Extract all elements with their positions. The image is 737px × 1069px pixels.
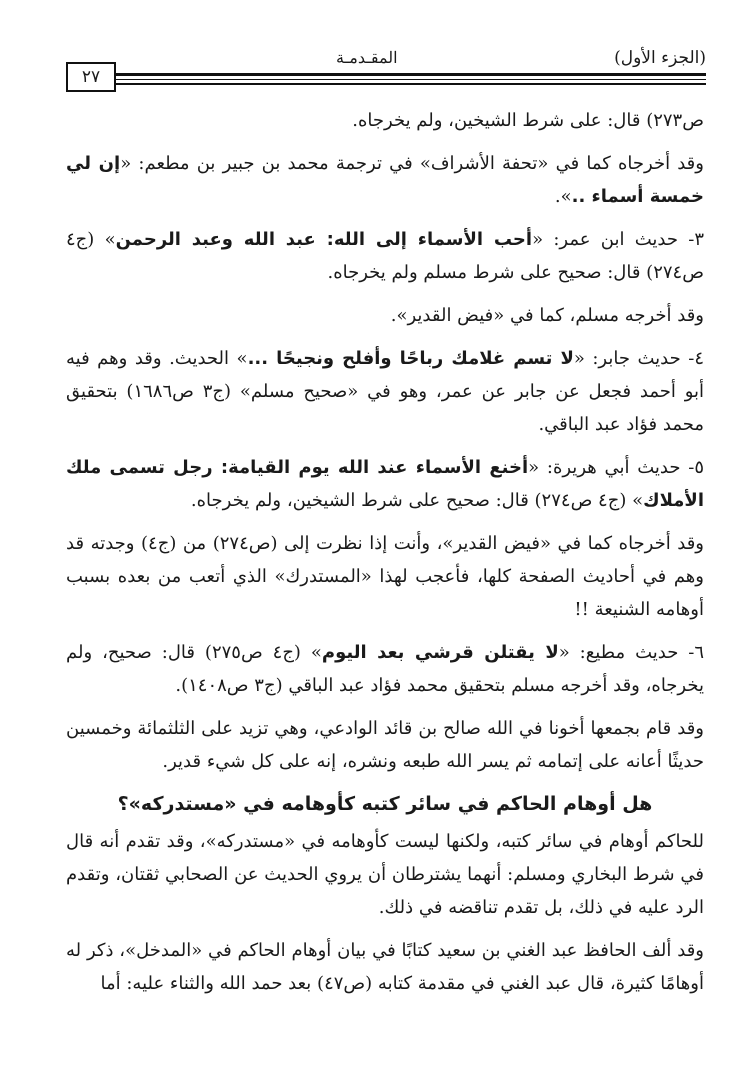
hadith-quote: لا يقتلن قرشي بعد اليوم: [321, 642, 559, 663]
paragraph: [66, 147, 704, 213]
paragraph-text: وقد أخرجاه كما في «فيض القدير»، وأنت إذا نظرت إلى (ص٢٧٤) من (ج٤) وجدته قد وهم في أحاديث الصفحة كلها، فأعجب لهذا «المستدرك» الذي أتعب من بعده بسبب أوهامه الشنيعة !!: [66, 533, 704, 620]
paragraph: [66, 636, 704, 702]
paragraph-text: » (ج٤ ص٢٧٤) قال: صحيح على شرط الشيخين، ولم يخرجاه.: [190, 490, 644, 511]
volume-label: (الجزء الأول): [614, 48, 706, 68]
paragraph: [66, 712, 704, 778]
header-rule: [116, 83, 706, 85]
hadith-quote: أخنع الأسماء عند الله يوم القيامة: رجل تسمى ملك الأملاك: [66, 457, 704, 511]
header-rule: [116, 79, 706, 80]
paragraph-text: ٣- حديث ابن عمر: «: [532, 229, 704, 250]
paragraph-text: ٦- حديث مطيع: «: [558, 642, 704, 663]
hadith-quote: إن لي خمسة أسماء ..: [66, 153, 704, 207]
header-rule: [116, 73, 706, 76]
paragraph: [66, 223, 704, 289]
paragraph-text: وقد قام بجمعها أخونا في الله صالح بن قائد الوادعي، وهي تزيد على الثلثمائة وخمسين حديثًا أعانه على إتمامه ثم يسر الله طبعه ونشره، إنه على كل شيء قدير.: [66, 718, 704, 772]
paragraph-text: » (ج٤ ص٢٧٥) قال: صحيح، ولم يخرجاه، وقد أخرجه مسلم بتحقيق محمد فؤاد عبد الباقي (ج٣ ص١٤٠٨).: [66, 642, 704, 696]
paragraph-text: وقد أخرجاه كما في «تحفة الأشراف» في ترجمة محمد بن جبير بن مطعم: «: [120, 153, 704, 174]
page-body: [66, 110, 704, 1010]
paragraph: [66, 825, 704, 924]
page-number: ٢٧: [66, 62, 116, 92]
paragraph: [66, 299, 704, 332]
paragraph-text: وقد أخرجه مسلم، كما في «فيض القدير».: [390, 305, 704, 326]
paragraph: [66, 104, 704, 137]
paragraph-text: ٥- حديث أبي هريرة: «: [528, 457, 704, 478]
paragraph-text: وقد ألف الحافظ عبد الغني بن سعيد كتابًا في بيان أوهام الحاكم في «المدخل»، ذكر له أوهامًا كثيرة، قال عبد الغني في مقدمة كتابه (ص٤٧) بعد حمد الله والثناء عليه: أما: [66, 940, 704, 994]
paragraph-text: ٤- حديث جابر: «: [573, 348, 704, 369]
paragraph: [66, 527, 704, 626]
paragraph-text: » (ج٤ ص٢٧٤) قال: صحيح على شرط مسلم ولم يخرجاه.: [66, 229, 704, 283]
paragraph: [66, 934, 704, 1000]
paragraph-text: للحاكم أوهام في سائر كتبه، ولكنها ليست كأوهامه في «مستدركه»، وقد تقدم أنه قال في شرط البخاري ومسلم: أنهما يشترطان أن يروي الحديث عن الصحابي ثقتان، وتقدم الرد عليه في ذلك، بل تقدم تناقضه في ذلك.: [66, 831, 704, 918]
page-header: [66, 42, 706, 94]
paragraph-text: ص٢٧٣) قال: على شرط الشيخين، ولم يخرجاه.: [352, 110, 704, 131]
section-heading: هل أوهام الحاكم في سائر كتبه كأوهامه في «مستدركه»؟: [117, 793, 653, 815]
paragraph-text: » الحديث. وقد وهم فيه أبو أحمد فجعل عن جابر عن عمر، وهو في «صحيح مسلم» (ج٣ ص١٦٨٦) بتحقيق محمد فؤاد عبد الباقي.: [66, 348, 705, 435]
section-title: المقـدمـة: [336, 48, 398, 67]
hadith-quote: أحب الأسماء إلى الله: عبد الله وعبد الرحمن: [115, 229, 533, 250]
hadith-quote: لا تسم غلامك رباحًا وأفلح ونجيحًا ...: [247, 348, 574, 369]
paragraph: [66, 342, 704, 441]
paragraph: [66, 451, 704, 517]
paragraph-text: ».: [554, 186, 572, 207]
